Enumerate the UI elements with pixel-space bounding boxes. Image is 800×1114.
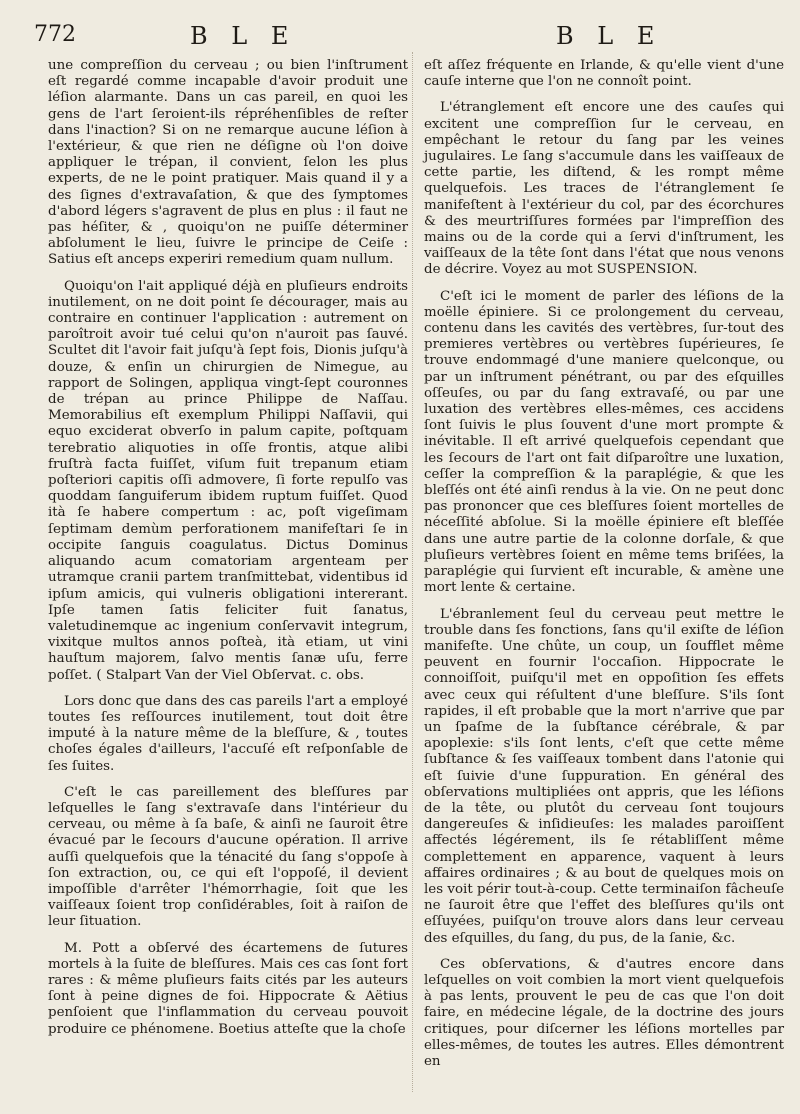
paragraph: M. Pott a obſervé des écartemens de ſutures mortels à la ſuite de bleſſures. Mais ces cas ſont fort rares : & même pluſieurs faits cités par les auteurs ſont à peine dignes de foi. Hippocrate & Aëtius penſoient que l'inflammation du cerveau pouvoit produire ce phénomene. Boetius atteſte que la choſe <box>48 940 408 1037</box>
paragraph: C'eſt ici le moment de parler des léſions de la moëlle épiniere. Si ce prolongement du cerveau, contenu dans les cavités des vertèbres, ſur-tout des premieres vertèbres ou vertèbres ſupérieures, ſe trouve endommagé d'une maniere quelconque, ou par un inſtrument pénétrant, ou par des eſquilles oſſeuſes, ou par du ſang extravaſé, ou par une luxation des vertèbres elles-mêmes, ces accidens ſont ſuivis le plus ſouvent d'une mort prompte & inévitable. Il eſt arrivé quelquefois cependant que les ſecours de l'art ont fait diſparoître une luxation, ceſſer la compreſſion & la paraplégie, & que les bleſſés ont été ainſi rendus à la vie. On ne peut donc pas prononcer que ces bleſſures ſoient mortelles de néceſſité abſolue. Si la moëlle épiniere eſt bleſſée dans une autre partie de la colonne dorſale, & que pluſieurs vertèbres ſoient en même tems briſées, la paraplégie qui ſurvient eſt incurable, & amène une mort lente & certaine. <box>424 288 784 596</box>
paragraph: C'eſt le cas pareillement des bleſſures par leſquelles le ſang s'extravaſe dans l'intérieur du cerveau, ou même à ſa baſe, & ainſi ne ſauroit être évacué par le ſecours d'aucune opération. Il arrive auſſi quelquefois que la ténacité du ſang s'oppoſe à ſon extraction, ou, ce qui eſt l'oppoſé, il devient impoſſible d'arrêter l'hémorrhagie, ſoit que les vaiſſeaux ſoient trop conſidérables, ſoit à raiſon de leur ſituation. <box>48 784 408 930</box>
paragraph: Lors donc que dans des cas pareils l'art a employé toutes ſes reſſources inutilement, tout doit être imputé à la nature même de la bleſſure, & , toutes choſes égales d'ailleurs, l'accuſé eſt reſponſable de ſes ſuites. <box>48 693 408 774</box>
running-header <box>0 22 800 52</box>
header-title-right: B L E <box>556 22 663 50</box>
paragraph: eſt aſſez fréquente en Irlande, & qu'elle vient d'une cauſe interne que l'on ne connoît point. <box>424 58 784 90</box>
page-number: 772 <box>34 22 76 47</box>
left-column <box>48 58 408 1048</box>
paragraph: L'ébranlement ſeul du cerveau peut mettre le trouble dans ſes fonctions, ſans qu'il exiſte de léſion manifeſte. Une chûte, un coup, un ſoufflet même peuvent en fournir l'occaſion. Hippocrate le connoiſſoit, puiſqu'il met en oppoſition ſes effets avec ceux qui réſultent d'une bleſſure. S'ils ſont rapides, il eſt probable que la mort n'arrive que par un ſpaſme de la ſubſtance cérébrale, & par apoplexie: s'ils ſont lents, c'eſt que cette même ſubſtance & ſes vaiſſeaux tombent dans l'atonie qui eſt ſuivie d'une ſuppuration. En général des obſervations multipliées ont appris, que les léſions de la tête, ou plutôt du cerveau ſont toujours dangereuſes & inſidieuſes: les malades paroiſſent affectés légérement, ils ſe rétabliſſent même complettement en apparence, vaquent à leurs affaires ordinaires ; & au bout de quelques mois on les voit périr tout-à-coup. Cette terminaiſon fâcheuſe ne ſauroit être que l'effet des bleſſures qu'ils ont eſſuyées, puiſqu'on trouve alors dans leur cerveau des eſquilles, du ſang, du pus, de la ſanie, &c. <box>424 606 784 946</box>
column-divider <box>412 52 413 1092</box>
paragraph: L'étranglement eſt encore une des cauſes qui excitent une compreſſion ſur le cerveau, en empêchant le retour du ſang par les veines jugulaires. Le ſang s'accumule dans les vaiſſeaux de cette partie, les diſtend, & les rompt même quelquefois. Les traces de l'étranglement ſe manifeſtent à l'extérieur du col, par des écorchures & des meurtriſſures formées par l'impreſſion des mains ou de la corde qui a ſervi d'inſtrument, les vaiſſeaux de la tête ſont dans l'état que nous venons de décrire. Voyez au mot SUSPENSION. <box>424 100 784 278</box>
right-column <box>424 58 784 1080</box>
header-title-left: B L E <box>190 22 297 50</box>
paragraph: Ces obſervations, & d'autres encore dans leſquelles on voit combien la mort vient quelquefois à pas lents, prouvent le peu de cas que l'on doit faire, en médecine légale, de la doctrine des jours critiques, pour diſcerner les léſions mortelles par elles-mêmes, de toutes les autres. Elles démontrent en <box>424 956 784 1069</box>
paragraph: une compreſſion du cerveau ; ou bien l'inſtrument eſt regardé comme incapable d'avoir produit une léſion alarmante. Dans un cas pareil, en quoi les gens de l'art ſeroient-ils répréhenſibles de reſter dans l'inaction? Si on ne remarque aucune léſion à l'extérieur, & que rien ne déſigne où l'on doive appliquer le trépan, il convient, ſelon les plus experts, de ne le point pratiquer. Mais quand il y a des ſignes d'extravaſation, & que des ſymptomes d'abord légers s'agravent de plus en plus : il faut ne pas héſiter, & , quoiqu'on ne puiſſe déterminer abſolument le lieu, ſuivre le principe de Ceiſe : Satius eſt anceps experiri remedium quam nullum. <box>48 58 408 268</box>
paragraph: Quoiqu'on l'ait appliqué déjà en pluſieurs endroits inutilement, on ne doit point ſe décourager, mais au contraire en continuer l'application : autrement on paroîtroit avoir tué celui qu'on n'auroit pas ſauvé. Scultet dit l'avoir fait juſqu'à ſept fois, Dionis juſqu'à douze, & enſin un chirurgien de Nimegue, au rapport de Solingen, appliqua vingt-ſept couronnes de trépan au prince Philippe de Naſſau. Memorabilius eſt exemplum Philippi Naſſavii, qui equo exciderat obverſo in palum capite, poſtquam terebratio aliquoties in oſſe frontis, atque alibi fruſtrà facta fuiſſet, viſum fuit trepanum etiam poſteriori capitis oſſi admovere, ſi forte repulſo vas quoddam ſanguiferum ibidem ruptum fuiſſet. Quod ità ſe habere compertum : ac, poſt vigeſimam ſeptimam demùm perforationem manifeſtari ſe in occipite ſanguis coagulatus. Dictus Dominus aliquando acum comatoriam argenteam per utramque cranii partem tranſmittebat, videntibus id ipſum amicis, qui vulneris obligationi intererant. Ipſe tamen ſatis feliciter fuit ſanatus, valetudinemque ac ingenium conſervavit integrum, vixitque multos annos poſteà, ità etiam, ut vini hauſtum majorem, ſalvo mentis ſanæ uſu, ferre poſſet. ( Stalpart Van der Viel Obſervat. c. obs. <box>48 278 408 683</box>
